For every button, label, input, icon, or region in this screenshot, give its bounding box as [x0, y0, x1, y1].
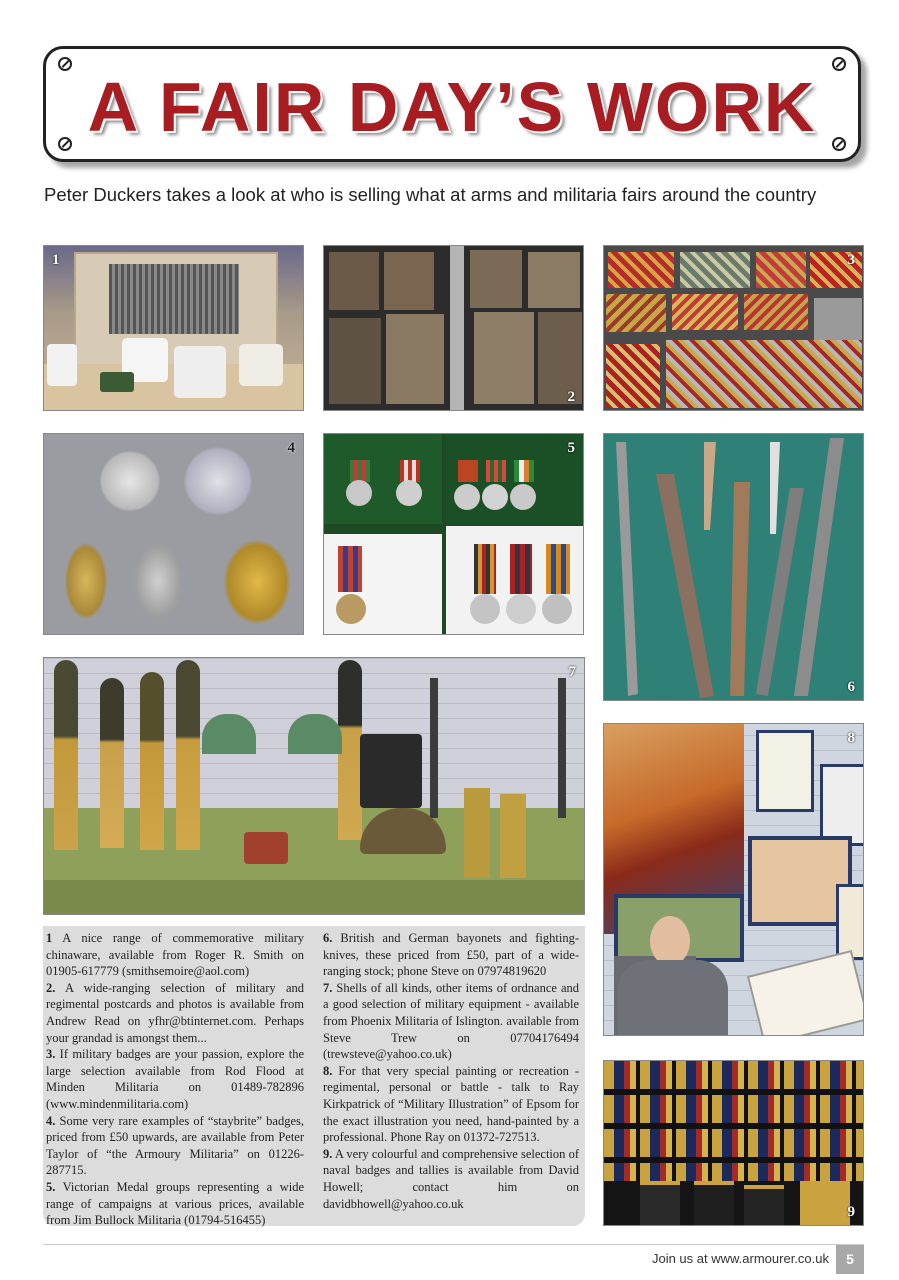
caption-6: 6. British and German bayonets and fighting-knives, these priced from £50, part of a wide-ranging stock; phone Steve on 07974819620 [323, 931, 579, 979]
footer-divider [43, 1244, 864, 1245]
photo-8-paintings [603, 723, 864, 1036]
photo-number: 1 [52, 252, 60, 268]
caption-5: 5. Victorian Medal groups representing a wide range of campaigns at various prices, available from Jim Bullock Militaria (01794-516455) [46, 1179, 304, 1228]
caption-box [43, 926, 585, 1226]
caption-1: 1 A nice range of commemorative military chinaware, available from Roger R. Smith on 01905-617779 (smithsemoire@aol.com) [46, 931, 304, 979]
title-banner [43, 46, 861, 162]
caption-column-right [323, 930, 579, 1212]
page-title: A FAIR DAY’S WORK [87, 68, 817, 146]
photo-1-chinaware [43, 245, 304, 411]
photo-number: 4 [287, 440, 295, 456]
caption-8: 8. For that very special painting or recreation - regimental, personal or battle - talk to Ray Kirkpatrick of “Military Illustration” of Epsom for the exact illustration you need, hand-painted by a professional. Phone Ray on 01372-727513. [323, 1063, 579, 1145]
page-subtitle: Peter Duckers takes a look at who is selling what at arms and militaria fairs around the country [44, 184, 817, 205]
photo-7-shells [43, 657, 585, 915]
photo-number: 3 [847, 252, 855, 268]
page-number: 5 [836, 1245, 864, 1274]
photo-3-badges [603, 245, 864, 411]
photo-number: 5 [567, 440, 575, 456]
caption-column-left [46, 930, 304, 1229]
caption-2: 2. A wide-ranging selection of military and regimental postcards and photos is available from Andrew Read on yfhr@btinternet.com. Perhaps your grandad is amongst them... [46, 980, 304, 1045]
bayonet-shapes [616, 438, 844, 698]
photo-5-medals [323, 433, 584, 635]
caption-7: 7. Shells of all kinds, other items of ordnance and a good selection of military equipment - available from Phoenix Militaria of Islington. available from Steve Trew on 07704176494 (trewsteve@yahoo.co.uk) [323, 980, 579, 1062]
photo-number: 7 [568, 664, 576, 680]
photo-6-bayonets [603, 433, 864, 701]
photo-2-postcards [323, 245, 584, 411]
photo-number: 6 [847, 679, 855, 695]
caption-3: 3. If military badges are your passion, explore the large selection available from Rod Flood at Minden Militaria on 01489-782896 (www.mindenmilitaria.com) [46, 1047, 304, 1111]
footer-website-link[interactable]: Join us at www.armourer.co.uk [651, 1251, 829, 1266]
caption-9: 9. A very colourful and comprehensive selection of naval badges and tallies is available from David Howell; contact him on davidbhowell@yahoo.co.uk [323, 1146, 579, 1211]
photo-4-cap-badges [43, 433, 304, 635]
photo-9-naval-badges [603, 1060, 864, 1226]
photo-number: 2 [567, 389, 575, 405]
photo-number: 9 [847, 1204, 855, 1220]
photo-number: 8 [847, 730, 855, 746]
caption-4: 4. Some very rare examples of “staybrite” badges, priced from £50 upwards, are available from Peter Taylor of “the Armoury Militaria” on 01226-287715. [46, 1113, 304, 1178]
